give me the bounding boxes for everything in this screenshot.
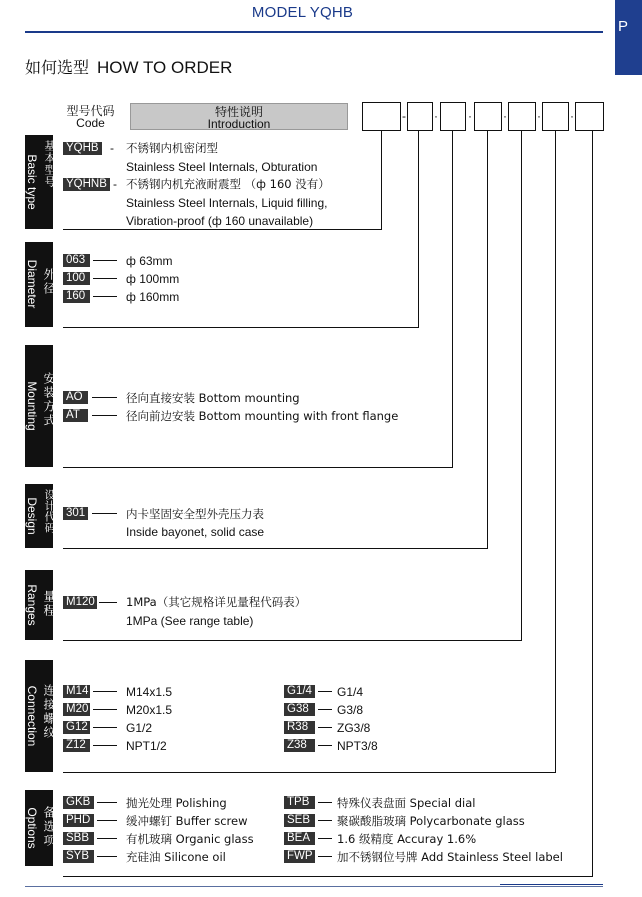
code-leader [93,727,117,728]
code-badge: M14 [63,685,90,698]
code-badge: SYB [63,850,94,863]
code-badge: M120 [63,596,97,609]
label-ranges-cn: 量程 [42,590,56,618]
label-options-en: Options [25,807,39,849]
code-leader [93,745,117,746]
design-line-cn: 内卡坚固安全型外壳压力表 [126,507,264,521]
code-header-en: Code [76,116,105,130]
page-title [25,55,232,78]
connection-text: G3/8 [337,703,364,717]
slot-connection [542,102,569,131]
options-text: 缓冲螺钉 Buffer screw [126,814,248,828]
code-badge: TPB [284,796,315,809]
connector-mounting-h [63,467,453,468]
connector-ranges-h [63,640,522,641]
code-leader [318,691,332,692]
label-design-en: Design [25,497,39,535]
header-rule [25,31,603,33]
code-badge: PHD [63,814,94,827]
connector-ranges [521,131,522,641]
code-leader [318,838,332,839]
design-line-en: Inside bayonet, solid case [126,525,265,539]
diameter-text: ф 160mm [126,290,180,304]
code-badge: G12 [63,721,90,734]
code-leader [92,513,117,514]
code-leader [93,709,117,710]
code-badge: SEB [284,814,315,827]
options-text: 抛光处理 Polishing [126,796,227,810]
connection-text: G1/2 [126,721,153,735]
code-badge: AT [63,409,88,422]
slot-separator: - [402,109,406,123]
slot-separator: · [503,109,507,123]
basic-line-en: Vibration-proof (ф 160 unavailable) [126,214,314,228]
side-tab: P [615,0,642,75]
code-leader [97,856,117,857]
code-dash: - [113,177,117,191]
code-leader [93,296,117,297]
label-connection-en: Connection [25,685,39,747]
slot-separator: · [434,109,438,123]
intro-header-en: Introduction [207,117,271,131]
code-leader [93,691,117,692]
slot-separator: · [570,109,574,123]
slot-basic [362,102,401,131]
footer-rule [25,886,603,887]
connector-basic-h [63,229,382,230]
code-leader [318,709,332,710]
code-badge: M20 [63,703,90,716]
connector-diameter [418,131,419,327]
options-text: 加不锈钢位号牌 Add Stainless Steel label [337,850,563,864]
code-badge: 301 [63,507,88,520]
code-leader [318,727,332,728]
slot-diameter [407,102,433,131]
options-text: 特殊仪表盘面 Special dial [337,796,476,810]
code-leader [97,820,117,821]
code-leader [318,856,332,857]
code-badge: YQHB [63,142,102,155]
page-title-en: HOW TO ORDER [97,58,233,77]
options-text: 1.6 级精度 Accuray 1.6% [337,832,477,846]
basic-line-en: Stainless Steel Internals, Liquid filling, [126,196,328,210]
code-badge: Z38 [284,739,315,752]
slot-mounting [440,102,466,131]
connection-text: M20x1.5 [126,703,173,717]
code-leader [318,745,332,746]
code-leader [97,838,117,839]
code-badge: FWP [284,850,315,863]
diameter-text: ф 63mm [126,254,173,268]
code-leader [318,820,332,821]
connector-connection [555,131,556,772]
code-leader [92,397,117,398]
label-basic-cn-vertical: 基本型号 [43,140,56,188]
options-text: 聚碳酸脂玻璃 Polycarbonate glass [337,814,525,828]
basic-line-cn: 不锈钢内机充液耐震型 （ф 160 没有） [126,177,330,191]
connector-options-h [63,876,593,877]
code-header-cn: 型号代码 [66,104,115,118]
intro-header-cn: 特性说明 [214,105,263,119]
label-basic-en-wrap [26,135,39,229]
label-diameter-en: Diameter [25,259,39,309]
slot-separator: · [537,109,541,123]
code-badge: G38 [284,703,315,716]
connector-design-h [63,548,488,549]
connection-text: ZG3/8 [337,721,371,735]
slot-design [474,102,502,131]
code-badge: SBB [63,832,94,845]
code-leader [93,260,117,261]
code-badge: G1/4 [284,685,315,698]
code-leader [318,802,332,803]
basic-line-en: Stainless Steel Internals, Obturation [126,160,318,174]
mounting-text: 径向前边安装 Bottom mounting with front flange [126,409,399,423]
code-dash: - [110,141,114,155]
connector-options [592,131,593,877]
label-mounting-cn: 安装方式 [42,372,56,428]
ranges-line-en: 1MPa (See range table) [126,614,254,628]
intro-column-header [130,103,348,130]
label-diameter-cn: 外径 [42,268,56,296]
slot-separator: · [468,109,472,123]
label-connection-cn: 连接螺纹 [42,684,56,740]
connector-basic [381,131,382,229]
connector-mounting [452,131,453,468]
code-leader [92,415,117,416]
code-badge: BEA [284,832,315,845]
label-mounting-en: Mounting [25,381,39,431]
diameter-text: ф 100mm [126,272,180,286]
options-text: 充硅油 Silicone oil [126,850,226,864]
code-badge: R38 [284,721,315,734]
model-title: MODEL YQHB [251,4,354,21]
code-badge: 160 [63,290,90,303]
connection-text: NPT3/8 [337,739,378,753]
label-basic-en: Basic type [25,154,39,210]
label-options-cn: 备选项 [42,806,56,848]
connector-diameter-h [63,327,419,328]
connection-text: M14x1.5 [126,685,173,699]
footer-rule-accent [500,884,603,885]
label-ranges-en: Ranges [25,584,39,626]
slot-options [575,102,604,131]
slot-ranges [508,102,536,131]
connection-text: NPT1/2 [126,739,167,753]
code-badge: AO [63,391,88,404]
code-badge: YQHNB [63,178,110,191]
connector-connection-h [63,772,556,773]
page-title-cn: 如何选型 [25,58,90,77]
code-leader [93,278,117,279]
code-badge: 100 [63,272,90,285]
code-badge: 063 [63,254,90,267]
code-badge: GKB [63,796,94,809]
code-badge: Z12 [63,739,90,752]
connector-design [487,131,488,549]
code-leader [97,802,117,803]
connection-text: G1/4 [337,685,364,699]
basic-line-cn: 不锈钢内机密闭型 [126,141,218,155]
mounting-text: 径向直接安装 Bottom mounting [126,391,300,405]
ranges-line-cn: 1MPa（其它规格详见量程代码表） [126,595,307,609]
label-design-cn: 设计代码 [43,489,56,533]
options-text: 有机玻璃 Organic glass [126,832,254,846]
code-column-header [63,103,118,130]
code-leader [99,602,117,603]
